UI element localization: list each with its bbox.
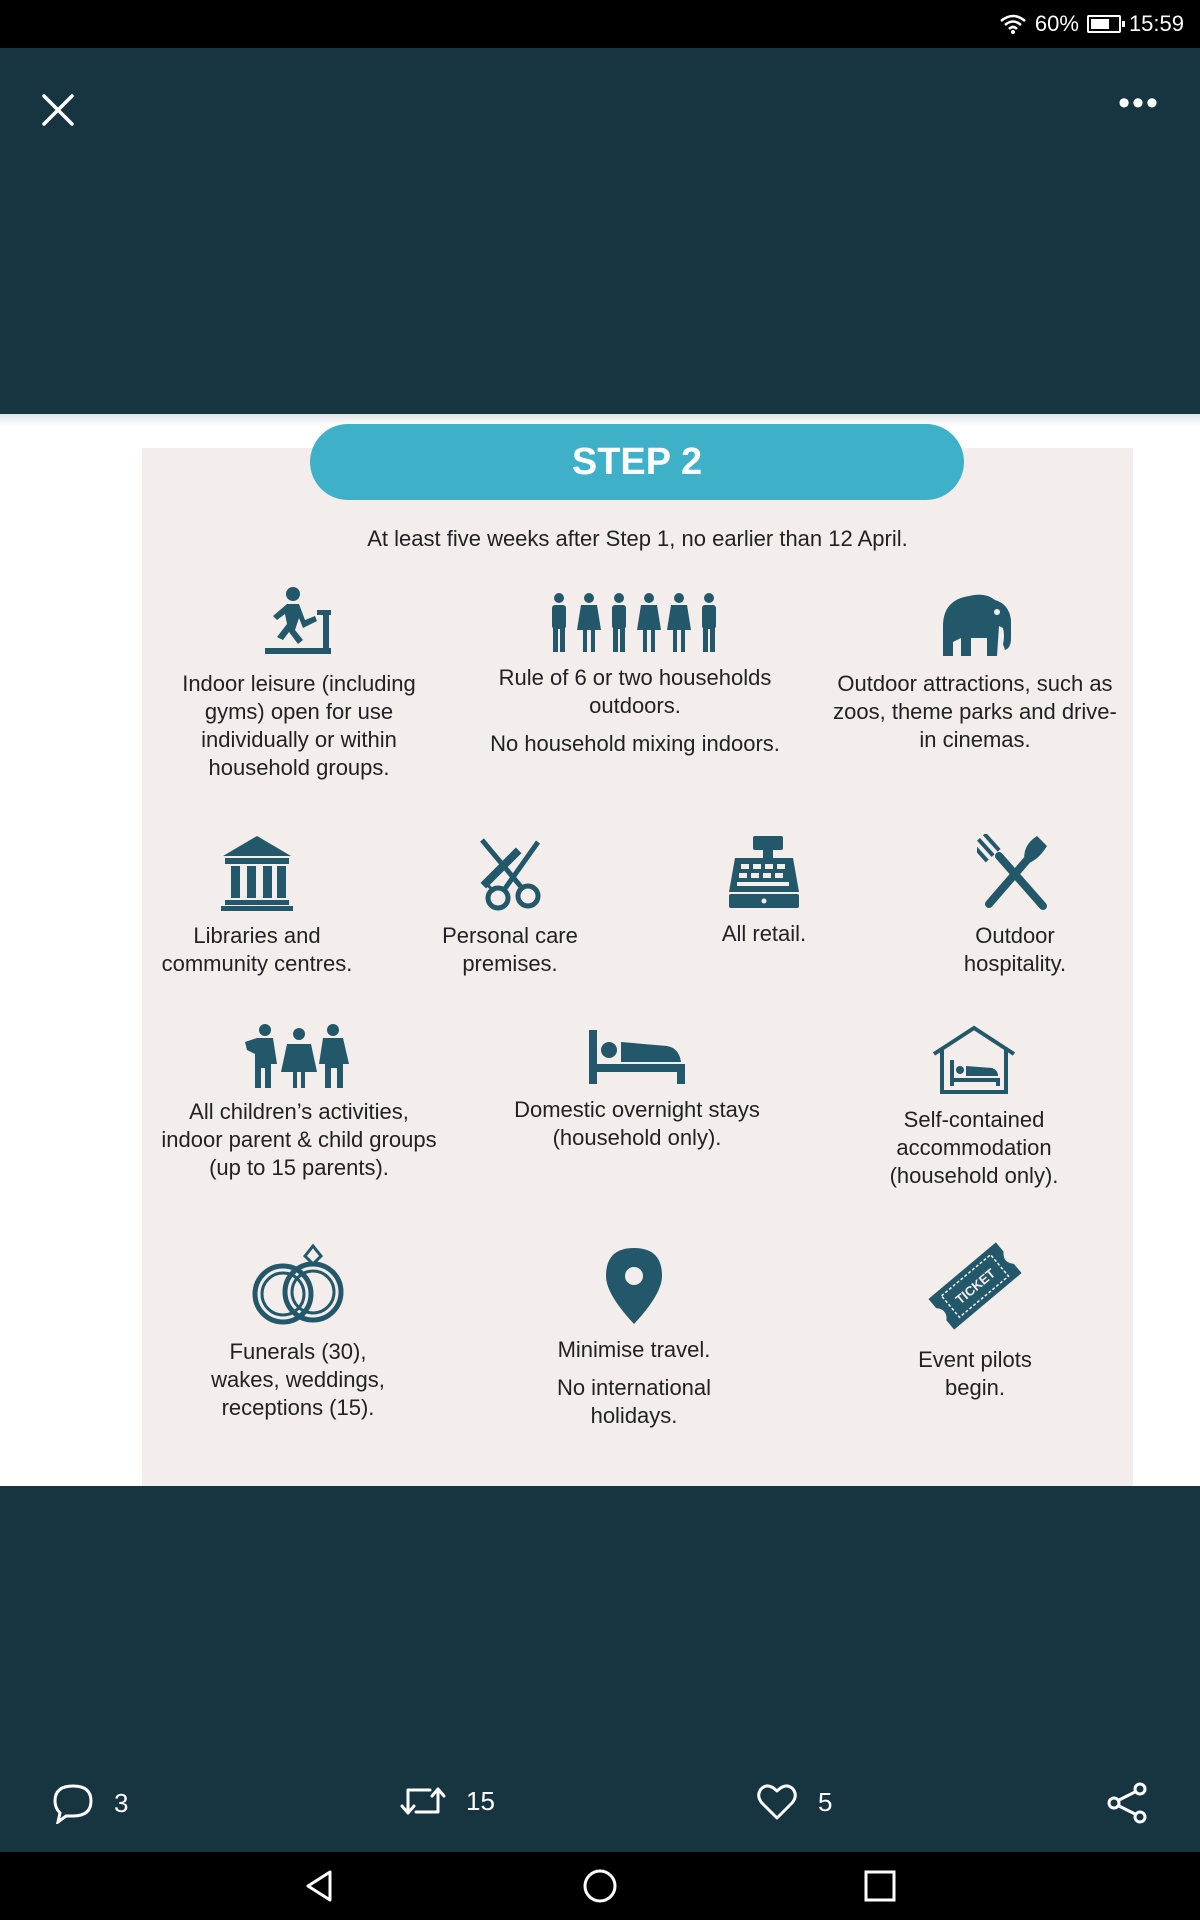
retweet-count: 15: [466, 1785, 495, 1816]
item-retail: [702, 834, 826, 948]
reply-button[interactable]: [52, 1782, 128, 1824]
item-event-pilots: [890, 1236, 1060, 1402]
comment-icon: [52, 1782, 94, 1824]
home-button[interactable]: [580, 1866, 620, 1906]
item-text: Domestic overnight stays (household only).: [514, 1097, 760, 1150]
reply-count: 3: [114, 1787, 129, 1818]
item-text: Minimise travel.: [557, 1337, 711, 1362]
recents-button[interactable]: [860, 1866, 900, 1906]
item-text: Libraries and community centres.: [161, 923, 353, 976]
library-building-icon: [221, 834, 293, 912]
item-text: Indoor leisure (including gyms) open for use individually or within household groups.: [182, 671, 416, 780]
more-options-button[interactable]: •••: [1118, 84, 1160, 122]
item-minimise-travel: [534, 1246, 734, 1430]
item-overnight-stays: [496, 1030, 778, 1152]
wedding-rings-icon: [243, 1242, 353, 1328]
share-button[interactable]: [1106, 1782, 1148, 1824]
item-text: Outdoor attractions, such as zoos, theme parks and drive-in cinemas.: [833, 671, 1117, 752]
item-text: No international holidays.: [556, 1375, 712, 1428]
item-text: Outdoor hospitality.: [963, 923, 1067, 976]
tweet-image: [0, 414, 1200, 1486]
item-text: Rule of 6 or two households outdoors.: [498, 665, 772, 718]
battery-percent: 60%: [1034, 11, 1079, 36]
cash-register-icon: [727, 834, 801, 910]
heart-icon: [756, 1782, 798, 1822]
like-button[interactable]: [756, 1782, 832, 1822]
back-button[interactable]: [300, 1866, 340, 1906]
battery-icon: [1087, 15, 1121, 33]
step-subtitle: At least five weeks after Step 1, no earlier than 12 April.: [367, 526, 908, 551]
wifi-icon: [999, 13, 1027, 35]
item-self-contained-accommodation: [862, 1024, 1086, 1190]
ticket-label: TICKET: [952, 1265, 999, 1308]
item-text: Self-contained accommodation (household only).: [889, 1107, 1059, 1188]
item-childrens-activities: [160, 1024, 438, 1182]
retweet-icon: [400, 1782, 446, 1820]
share-icon: [1106, 1782, 1148, 1824]
media-viewer-header: [0, 48, 1200, 168]
item-rule-of-six: [474, 592, 796, 758]
item-text: All children’s activities, indoor parent & child groups (up to 15 parents).: [161, 1099, 437, 1180]
item-indoor-leisure: [170, 586, 428, 782]
scissors-comb-icon: [472, 834, 548, 912]
item-text: Funerals (30), wakes, weddings, receptions (15).: [211, 1339, 385, 1420]
close-button[interactable]: [36, 88, 80, 132]
system-nav-bar: [0, 1852, 1200, 1920]
treadmill-icon: [261, 586, 337, 660]
item-libraries: [150, 834, 364, 978]
home-circle-icon: [580, 1866, 620, 1906]
item-funerals-weddings: [196, 1242, 400, 1422]
ticket-icon: [925, 1236, 1025, 1336]
step-title: STEP 2: [310, 424, 964, 500]
tweet-actions-bar: [0, 1760, 1200, 1850]
status-bar: [0, 0, 1200, 48]
location-pin-icon: [604, 1246, 664, 1326]
bed-icon: [589, 1030, 685, 1086]
item-personal-care: [418, 834, 602, 978]
clock: 15:59: [1128, 11, 1184, 36]
item-outdoor-hospitality: [940, 834, 1090, 978]
item-text: All retail.: [721, 921, 807, 946]
recents-square-icon: [860, 1866, 900, 1906]
family-icon: [243, 1024, 355, 1088]
back-triangle-icon: [300, 1866, 340, 1906]
elephant-icon: [933, 586, 1017, 660]
item-text: No household mixing indoors.: [490, 731, 780, 756]
fork-knife-icon: [977, 834, 1053, 912]
like-count: 5: [818, 1786, 833, 1817]
people-group-icon: [547, 592, 723, 654]
retweet-button[interactable]: [400, 1782, 495, 1820]
item-text: Personal care premises.: [442, 923, 578, 976]
item-outdoor-attractions: [830, 586, 1120, 754]
item-text: Event pilots begin.: [918, 1347, 1032, 1400]
house-bed-icon: [930, 1024, 1018, 1096]
close-icon: [41, 93, 75, 127]
